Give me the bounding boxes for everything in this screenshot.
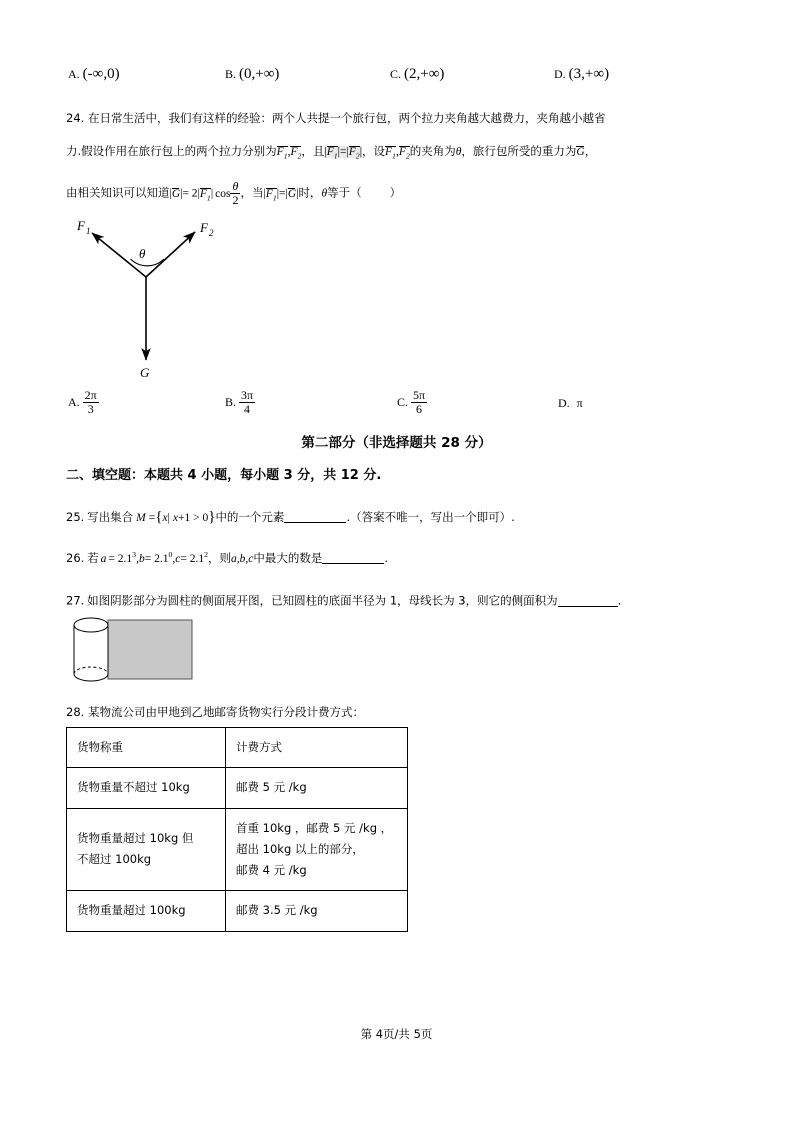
table-cell-fee-1 [226,768,408,808]
q24-choice-b-label: B. [225,394,237,409]
table-row [67,768,408,808]
force-f1-label: F [77,218,85,233]
table-cell-fee-3-line-1: 邮费 3.5 元 /kg [236,903,318,918]
q25-brace-open: { [155,509,163,525]
table-cell-fee-2 [226,808,408,891]
q26-b-exp: 0 [168,550,173,559]
cylinder-body [74,625,108,681]
q24-line2-comma-1: , [287,146,291,158]
q26-a-value: = 2.1 [108,552,133,565]
q24-line2-text-f: ， [584,144,597,158]
q28-line [66,707,364,719]
q26-answer-blank[interactable] [322,552,384,564]
q28-text: 某物流公司由甲地到乙地邮寄货物实行分段计费方式： [87,705,364,719]
q27-text-a: 如图阴影部分为圆柱的侧面展开图，已知圆柱的底面半径为 1，母线长为 3，则它的侧面积为 [87,593,558,608]
q28-number: 28. [66,705,85,719]
table-cell-fee-2-line-3: 邮费 4 元 /kg [236,863,307,878]
q27-text-b: . [617,593,622,608]
q27-number: 27. [66,593,85,608]
q26-b-value: = 2.1 [144,552,169,565]
q26-vars: a,b,c [231,552,254,565]
unrolled-rectangle [108,620,192,679]
q26-sep-1: , [136,552,139,565]
page-footer: 第 4页/共 5页 [360,1027,433,1041]
q25-answer-blank[interactable] [284,511,346,523]
q24-line3-text-b: ，当 [240,185,264,200]
table-cell-fee-1-line-1: 邮费 5 元 /kg [236,780,307,795]
q26-line [66,551,388,565]
q26-a-exp: 3 [132,550,137,559]
q27-line [66,595,621,608]
q23-choice-b[interactable] [225,66,279,83]
vector-f1-a: $F_1$ [276,146,288,161]
table-cell-fee-2-line-1: 首重 10kg ，邮费 5 元 /kg ， [236,820,393,835]
q24-choice-d[interactable] [558,396,583,411]
q23-choice-d-label: D. [554,67,566,81]
vector-f1-c: $F_1$ [385,146,396,161]
force-g-label: G [140,365,150,380]
q24-choice-a[interactable] [68,390,99,416]
table-cell-weight-3 [67,891,226,931]
q25-number: 25. [66,510,85,524]
q24-line-1 [66,113,605,125]
q25-expr-rest: +1 > 0 [178,512,209,524]
q26-b-var: b [138,552,145,565]
vector-f1-d: $F_1$ [199,187,211,203]
q24-line3-text-c: 时， [298,185,322,200]
theta-over-two-fraction: $\frac{\theta}{2}$ [232,179,239,207]
q24-line2-text-d: 的夹角为 [409,144,456,158]
vector-g-a: G [576,146,585,158]
q24-line2-comma-2: , [395,146,399,158]
q25-text-c: .（答案不唯一，写出一个即可）. [346,510,515,524]
q24-choice-d-label: D. [558,396,570,410]
q24-choice-a-label: A. [68,394,80,409]
q24-magnitude-equality: $|F_1|=|F_2|$ [324,146,362,161]
q26-text-c: 中最大的数是 [253,550,323,565]
table-header-weight: 货物称重 [67,728,226,768]
q23-choice-c-label: C. [390,67,402,81]
q24-line2-text-c: ，设 [362,144,385,158]
table-row [67,891,408,931]
table-cell-weight-2 [67,808,226,891]
q23-choice-row [68,66,728,94]
vector-f2-b: $F_2$ [348,146,360,161]
q24-choice-c[interactable] [397,390,427,416]
table-row [67,808,408,891]
force-f1-sub: 1 [86,226,91,236]
q24-line3-text-d: 等于（ [327,185,362,200]
q25-set-var: x [162,512,168,524]
q24-line-2 [66,146,596,160]
force-f2-label: F [200,220,208,235]
q27-answer-blank[interactable] [558,595,618,607]
vector-f2-c: $F_2$ [398,146,410,161]
force-f2-sub: 2 [209,228,214,238]
force-f2-arrow [146,232,195,277]
q24-line3-text-a: 由相关知识可以知道 [66,185,170,200]
vector-f1-e: $F_1$ [265,187,277,203]
vector-g-c: G [287,187,297,200]
q25-line [66,510,515,525]
q24-line2-text-a: 力.假设作用在旅行包上的两个拉力分别为 [66,144,277,158]
q23-choice-c[interactable] [390,66,444,83]
q24-line2-text-e: ，旅行包所受的重力为 [461,144,577,158]
q26-text-b: ，则 [208,550,231,565]
force-f1-arrow [92,233,146,277]
table-header-fee: 计费方式 [226,728,408,768]
q26-text-a: 若 [87,550,99,565]
q25-set-bar: | [167,512,170,524]
table-cell-weight-2-line-2: 不超过 100kg [77,852,152,867]
q24-choice-c-label: C. [397,394,409,409]
q24-theta-1: θ [455,146,462,158]
q24-choice-a-fraction: $\frac{2\pi}{3}$ [84,388,97,416]
q23-choice-a-value: (-∞,0) [82,66,120,82]
q26-c-exp: 2 [204,550,208,559]
section-fill-blank-title: 二、填空题：本题共 4 小题，每小题 3 分，共 12 分. [66,468,382,483]
q24-choice-b-fraction: $\frac{3\pi}{4}$ [241,388,254,416]
vector-g-b: G [171,187,181,200]
table-cell-fee-2-line-2: 超出 10kg 以上的部分， [236,841,364,856]
q24-choice-row [68,390,728,422]
table-cell-weight-1-line-1: 货物重量不超过 10kg [77,780,190,795]
part-two-title: 第二部分（非选择题共 28 分） [301,435,492,451]
table-cell-weight-1 [67,768,226,808]
q24-line3-eq: = 2 [182,187,198,200]
q25-text-b: 中的一个元素 [215,510,285,524]
q26-a-var: a [100,552,107,565]
q26-c-value: = 2.1 [180,552,205,565]
q24-choice-d-value: π [576,396,583,410]
q24-choice-c-fraction: $\frac{5\pi}{6}$ [413,388,426,416]
q24-cos: cos [215,187,231,200]
q25-set-m: M [136,512,146,524]
q26-c-var: c [175,552,181,565]
vector-f2-a: $F_2$ [290,146,302,161]
cylinder-figure-svg [62,612,242,690]
q24-line2-text-b: ，且 [301,144,325,158]
q26-sep-2: , [172,552,176,565]
q23-choice-b-label: B. [225,67,237,81]
table-cell-weight-3-line-1: 货物重量超过 100kg [77,903,186,918]
q25-brace-close: } [208,509,216,525]
q25-equals: = [148,512,156,524]
q25-text-a: 写出集合 [87,510,134,524]
cylinder-top-ellipse [74,618,108,632]
q24-line-3: 由相关知识可以知道$|G|= 2|F_1|$ cos $\frac{\theta}{2}$ ，当$|F_1|=|G|$时，θ等于（ ） [66,179,402,207]
table-cell-weight-2-line-1: 货物重量超过 10kg 但 [77,831,194,846]
q25-expr-var: x [172,512,178,524]
vector-f1-b: $F_1$ [326,146,338,161]
force-diagram-svg [60,215,310,385]
q24-line1-text: 在日常生活中，我们有这样的经验：两个人共提一个旅行包，两个拉力夹角越大越费力，夹角越小越省 [87,111,606,125]
table-cell-fee-3 [226,891,408,931]
q23-choice-c-value: (2,+∞) [404,66,445,82]
shipping-fee-table [66,727,408,932]
q24-line3-text-e: ） [389,185,402,200]
q23-choice-d-value: (3,+∞) [568,66,610,82]
q23-choice-a[interactable] [68,66,120,83]
force-diagram [60,215,310,385]
table-header-row [67,728,408,768]
q24-theta-2: θ [321,187,328,200]
q23-choice-a-label: A. [68,67,80,81]
q24-number: 24. [66,111,85,125]
cylinder-figure [62,612,242,690]
q24-choice-b[interactable] [225,390,255,416]
theta-label: θ [139,246,146,261]
q26-number: 26. [66,550,85,565]
q26-text-d: . [384,550,389,565]
q23-choice-d[interactable] [554,66,609,83]
q23-choice-b-value: (0,+∞) [239,66,280,82]
